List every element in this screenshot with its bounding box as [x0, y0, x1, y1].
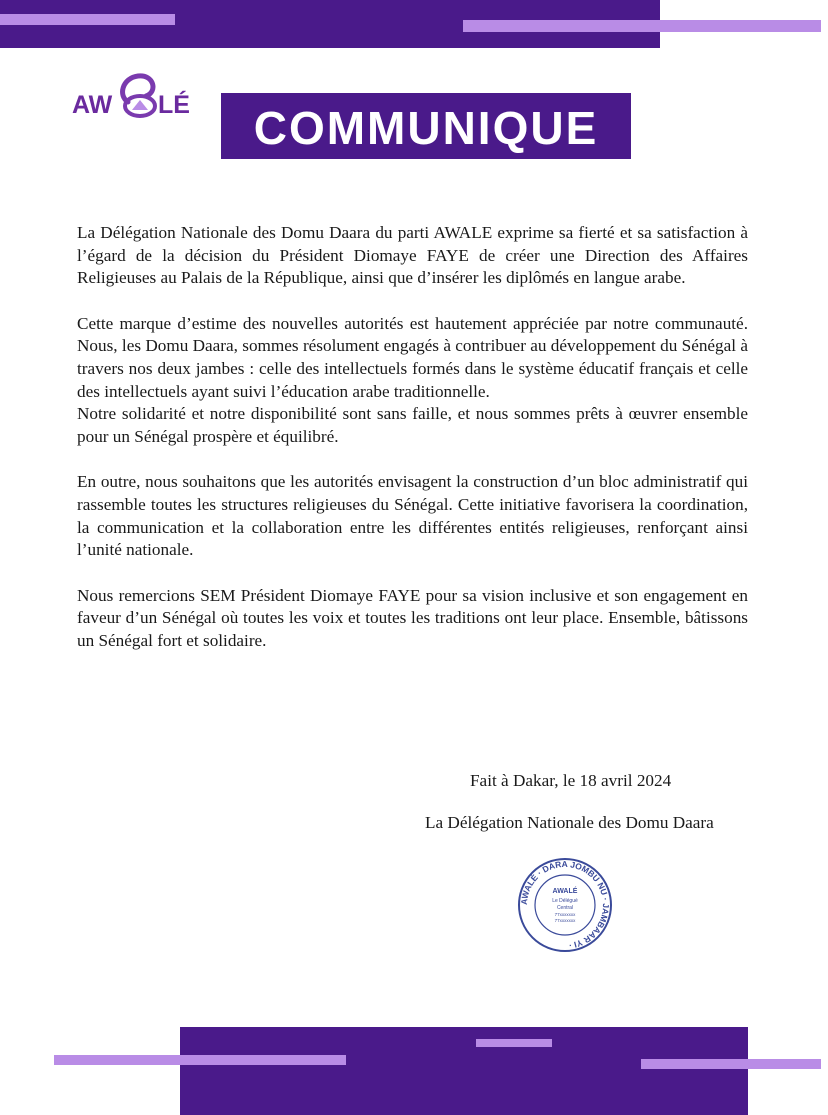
footer-accent-bar-mid [476, 1039, 552, 1047]
page-title: COMMUNIQUE [221, 93, 631, 159]
awale-logo [72, 66, 212, 130]
svg-text:Central: Central [556, 905, 574, 911]
paragraph-1: La Délégation Nationale des Domu Daara du parti AWALE exprime sa fierté et sa satisfaction à l’égard de la décision du Président Diomaye FAYE de créer une Direction des Affaires Religieuses au Palais de la République, ainsi que d’insérer les diplômés en langue arabe. [77, 223, 748, 288]
svg-text:AW: AW [72, 91, 113, 119]
header-accent-bar-left [0, 14, 175, 25]
svg-text:AWALÉ: AWALÉ [552, 888, 578, 895]
svg-text:77xxxxxxx: 77xxxxxxx [554, 912, 576, 917]
signatory: La Délégation Nationale des Domu Daara [425, 813, 714, 832]
place-date: Fait à Dakar, le 18 avril 2024 [470, 771, 672, 790]
footer-accent-bar-left [54, 1055, 346, 1065]
official-stamp [515, 855, 615, 955]
paragraph-2: Cette marque d’estime des nouvelles autorités est hautement appréciée par notre communauté. Nous, les Domu Daara, sommes résolument engagés à contribuer au développement du Sénégal à travers nos deux jambes : celle des intellectuels formés dans le système éducatif français et celle des intellectuels ayant suivi l’éducation arabe traditionnelle. [77, 313, 748, 401]
svg-text:LÉ: LÉ [158, 91, 190, 119]
svg-text:Le Délégué: Le Délégué [552, 898, 578, 904]
svg-text:AWALÉ · DARA JOMBU NU · JAMBAA: AWALÉ · DARA JOMBU NU · JAMBAAR YI · [518, 858, 612, 951]
footer-accent-bar-right [641, 1059, 821, 1069]
paragraph-4: En outre, nous souhaitons que les autorités envisagent la construction d’un bloc administratif qui rassemble toutes les structures religieuses du Sénégal. Cette initiative favorisera la coordination, la communication et la collaboration entre les différentes entités religieuses, renforçant ainsi l’unité nationale. [77, 472, 748, 560]
communique-body [77, 222, 748, 653]
header-accent-bar-right [463, 20, 821, 32]
footer-band [180, 1027, 748, 1115]
paragraph-3: Notre solidarité et notre disponibilité sont sans faille, et nous sommes prêts à œuvrer ensemble pour un Sénégal prospère et équilibré. [77, 404, 748, 446]
svg-text:77xxxxxxx: 77xxxxxxx [554, 918, 576, 923]
paragraph-5: Nous remercions SEM Président Diomaye FAYE pour sa vision inclusive et son engagement en faveur d’un Sénégal où toutes les voix et toutes les traditions ont leur place. Ensemble, bâtissons un Sénégal fort et solidaire. [77, 585, 748, 650]
